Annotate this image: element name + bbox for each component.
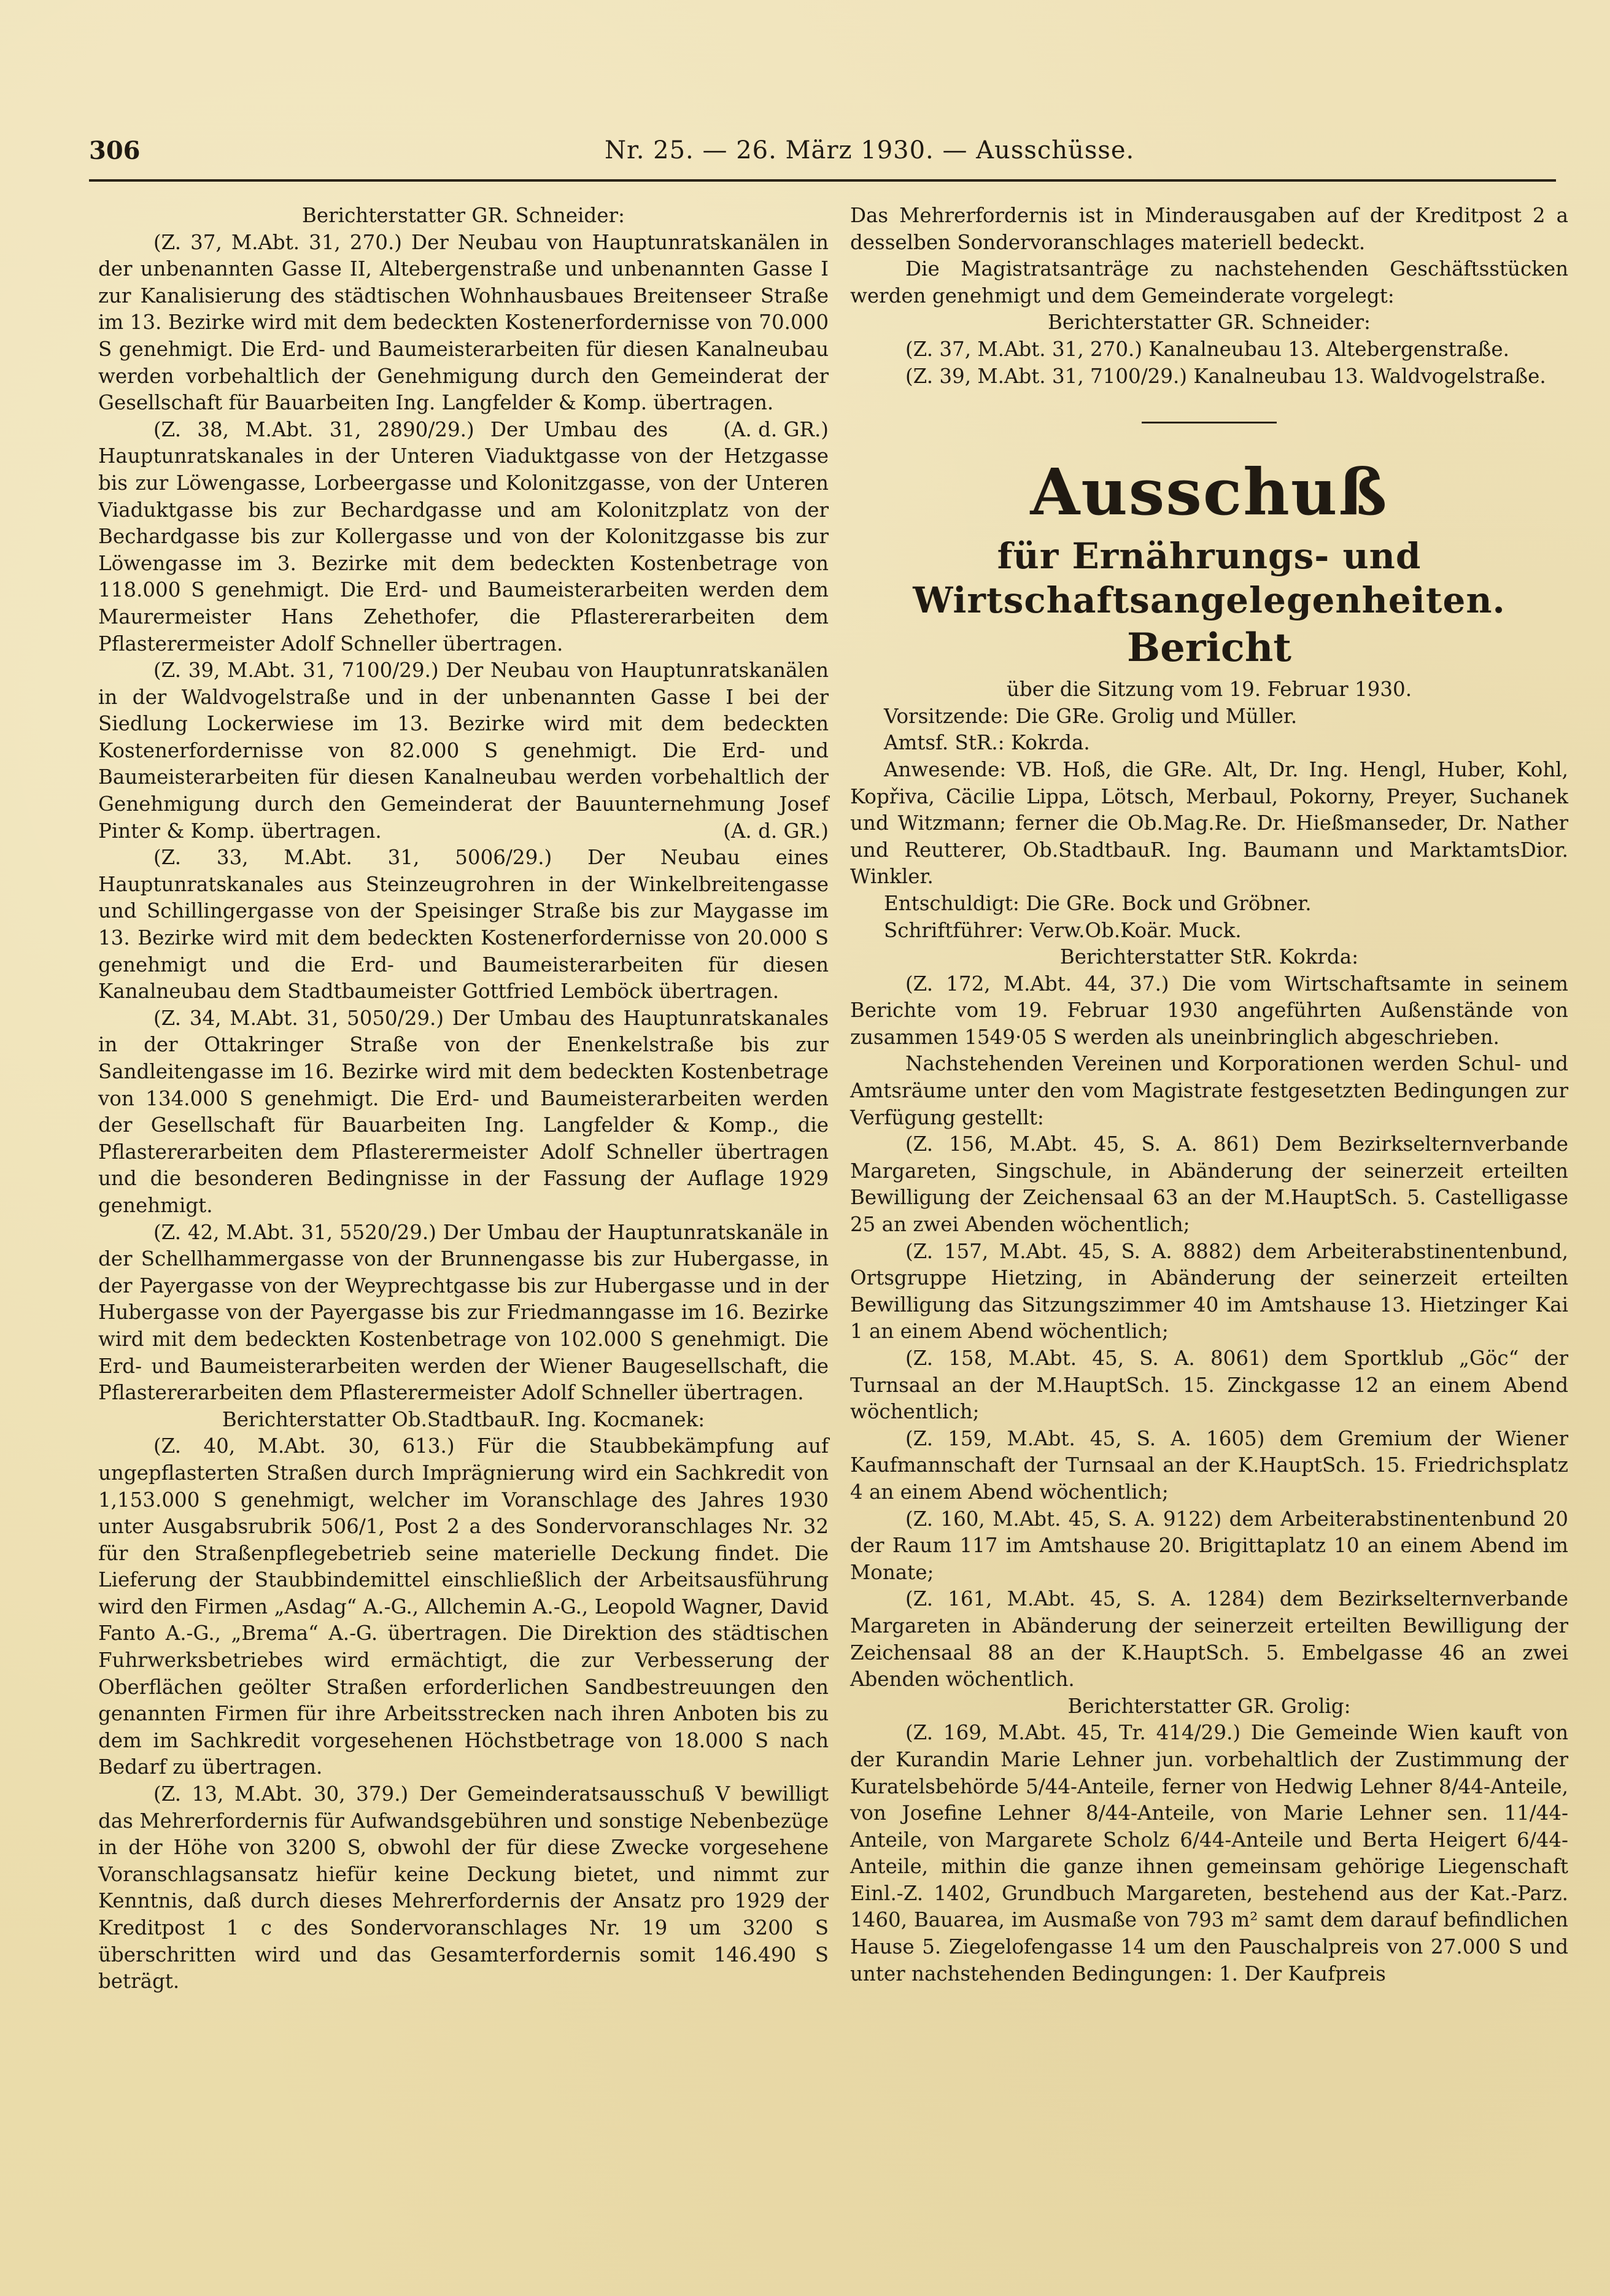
paragraph: Das Mehrerfordernis ist in Minderausgaben auf der Kreditpost 2 a desselben Sondervoranschlages materiell bedeckt. (850, 204, 1568, 254)
paragraph: (Z. 42, M.Abt. 31, 5520/29.) Der Umbau der Hauptunratskanäle in der Schellhammergasse von der Brunnengasse bis zur Hubergasse, in der Payergasse von der Weyprechtgasse bis zur Hubergasse und in der Hubergasse von der Payergasse bis zur Friedmanngasse im 16. Bezirke wird mit dem bedeckten Kostenbetrage von 102.000 S genehmigt. Die Erd- und Baumeisterarbeiten werden der Wiener Baugesellschaft, die Pflastererarbeiten dem Pflasterermeister Adolf Schneller übertragen. (98, 1220, 829, 1405)
margin-note: (A. d. GR.) (723, 417, 829, 441)
section-title: Ausschuß (1030, 454, 1388, 530)
left-column (98, 203, 829, 1995)
right-column (850, 203, 1568, 1987)
amtsf: Amtsf. StR.: Kokrda. (884, 731, 1090, 755)
paragraph: (Z. 37, M.Abt. 31, 270.) Der Neubau von Hauptunratskanälen in der unbenannten Gasse II, Altebergenstraße und unbenannten Gasse I zur Kanalisierung des städtischen Wohnhausbaues Breitenseer Straße im 13. Bezirke wird mit dem bedeckten Kostenerfordernisse von 70.000 S genehmigt. Die Erd- und Baumeisterarbeiten für diesen Kanalneubau werden vorbehaltlich der Genehmigung durch den Gemeinderat der Gesellschaft für Bauarbeiten Ing. Langfelder & Komp. übertragen. (A. d. GR.) (98, 230, 829, 417)
attendance-block (850, 703, 1568, 944)
margin-note: (A. d. GR.) (723, 819, 829, 843)
section-divider (1142, 422, 1277, 423)
page-header (89, 136, 1556, 179)
paragraph: (Z. 157, M.Abt. 45, S. A. 8882) dem Arbeiterabstinentenbund, Ortsgruppe Hietzing, in Abänderung der seinerzeit erteilten Bewilligung das Sitzungszimmer 40 im Amtshause 13. Hietzinger Kai 1 an einem Abend wöchentlich; (850, 1239, 1568, 1343)
reporter-heading: Berichterstatter Ob.StadtbauR. Ing. Kocmanek: (222, 1407, 705, 1431)
paragraph: (Z. 34, M.Abt. 31, 5050/29.) Der Umbau des Hauptunratskanales in der Ottakringer Straße von der Enenkelstraße bis zur Sandleitengasse im 16. Bezirke wird mit dem bedeckten Kostenbetrage von 134.000 S genehmigt. Die Erd- und Baumeisterarbeiten werden der Gesellschaft für Bauarbeiten Ing. Langfelder & Komp., die Pflastererarbeiten dem Pflasterermeister Adolf Schneller übertragen und die besonderen Bedingnisse in der Fassung der Auflage 1929 genehmigt. (98, 1006, 829, 1217)
paragraph: (Z. 158, M.Abt. 45, S. A. 8061) dem Sportklub „Göc“ der Turnsaal an der M.HauptSch. 15. Zinckgasse 12 an einem Abend wöchentlich; (850, 1347, 1568, 1424)
reporter-heading: Berichterstatter GR. Schneider: (1048, 311, 1371, 334)
paragraph: (Z. 33, M.Abt. 31, 5006/29.) Der Neubau eines Hauptunratskanales aus Steinzeugrohren in der Winkelbreitengasse und Schillingergasse von der Speisinger Straße bis zur Maygasse im 13. Bezirke wird mit dem bedeckten Kostenerfordernisse von 20.000 S genehmigt und die Erd- und Baumeisterarbeiten für diesen Kanalneubau dem Stadtbaumeister Gottfried Lemböck übertragen. (98, 846, 829, 1003)
paragraph: Nachstehenden Vereinen und Korporationen werden Schul- und Amtsräume unter den vom Magistrate festgesetzten Bedingungen zur Verfügung gestellt: (850, 1052, 1568, 1129)
reporter-heading: Berichterstatter StR. Kokrda: (1059, 945, 1359, 969)
reporter-heading: Berichterstatter GR. Schneider: (302, 204, 625, 227)
paragraph: (Z. 38, M.Abt. 31, 2890/29.) Der Umbau des Hauptunratskanales in der Unteren Viaduktgasse von der Hetzgasse bis zur Löwengasse, Lorbeergasse und Kolonitzgasse, von der Unteren Viaduktgasse bis zur Bechardgasse und am Kolonitzplatz von der Bechardgasse bis zur Kollergasse und von der Kolonitzgasse bis zur Löwengasse im 3. Bezirke mit dem bedeckten Kostenbetrage von 118.000 S genehmigt. Die Erd- und Baumeisterarbeiten werden dem Maurermeister Hans Zehethofer, die Pflastererarbeiten dem Pflasterermeister Adolf Schneller übertragen. (98, 417, 829, 655)
paragraph: (Z. 161, M.Abt. 45, S. A. 1284) dem Bezirkselternverbande Margareten in Abänderung der seinerzeit erteilten Bewilligung der Zeichensaal 88 an der K.HauptSch. 5. Embelgasse 46 an zwei Abenden wöchentlich. (850, 1587, 1568, 1691)
running-head: Nr. 25. — 26. März 1930. — Ausschüsse. (605, 136, 1135, 164)
list-item: (Z. 37, M.Abt. 31, 270.) Kanalneubau 13. Altebergenstraße. (905, 337, 1509, 361)
paragraph: (Z. 39, M.Abt. 31, 7100/29.) Der Neubau von Hauptunratskanälen in der Waldvogelstraße und in der unbenannten Gasse I bei der Siedlung Lockerwiese im 13. Bezirke wird mit dem bedeckten Kostenerfordernisse von 82.000 S genehmigt. Die Erd- und Baumeisterarbeiten für diesen Kanalneubau werden vorbehaltlich der Genehmigung durch den Gemeinderat der Bauunternehmung Josef Pinter & Komp. übertragen. (A. d. GR.) (98, 657, 829, 845)
paragraph: (Z. 156, M.Abt. 45, S. A. 861) Dem Bezirkselternverbande Margareten, Singschule, in Abänderung der seinerzeit erteilten Bewilligung der Zeichensaal 63 an der M.HauptSch. 5. Castelligasse 25 an zwei Abenden wöchentlich; (850, 1132, 1568, 1237)
session-date: über die Sitzung vom 19. Februar 1930. (1006, 678, 1412, 702)
report-heading: Bericht (1127, 625, 1291, 671)
paragraph: (Z. 40, M.Abt. 30, 613.) Für die Staubbekämpfung auf ungepflasterten Straßen durch Imprägnierung wird ein Sachkredit von 1,153.000 S genehmigt, welcher im Voranschlage des Jahres 1930 unter Ausgabsrubrik 506/1, Post 2 a des Sondervoranschlages Nr. 32 für den Straßenpflegebetrieb seine materielle Deckung findet. Die Lieferung der Staubbindemittel einschließlich der Arbeitsausführung wird den Firmen „Asdag“ A.-G., Allchemin A.-G., Leopold Wagner, David Fanto A.-G., „Brema“ A.-G. übertragen. Die Direktion des städtischen Fuhrwerksbetriebes wird ermächtigt, die zur Verbesserung der Oberflächen geölter Straßen erforderlichen Sandbestreuungen den genannten Firmen für ihre Arbeitsstrecken nach ihren Anboten bis zu dem im Sachkredit vorgesehenen Höchstbetrage von 18.000 S nach Bedarf zu übertragen. (98, 1434, 829, 1779)
chairs: Vorsitzende: Die GRe. Grolig und Müller. (884, 704, 1298, 728)
paragraph: (Z. 159, M.Abt. 45, S. A. 1605) dem Gremium der Wiener Kaufmannschaft der Turnsaal an der K.HauptSch. 15. Friedrichsplatz 4 an einem Abend wöchentlich; (850, 1426, 1568, 1504)
paragraph: (Z. 172, M.Abt. 44, 37.) Die vom Wirtschaftsamte in seinem Berichte vom 19. Februar 1930 angeführten Außenstände von zusammen 1549·05 S werden als uneinbringlich abgeschrieben. (850, 972, 1568, 1049)
secretary: Schriftführer: Verw.Ob.Koär. Muck. (884, 918, 1242, 942)
header-rule (89, 179, 1556, 182)
list-item: (Z. 39, M.Abt. 31, 7100/29.) Kanalneubau 13. Waldvogelstraße. (905, 364, 1546, 388)
paragraph: Die Magistratsanträge zu nachstehenden Geschäftsstücken werden genehmigt und dem Gemeinderate vorgelegt: (850, 257, 1568, 307)
paragraph: (Z. 13, M.Abt. 30, 379.) Der Gemeinderatsausschuß V bewilligt das Mehrerfordernis für Aufwandsgebühren und sonstige Nebenbezüge in der Höhe von 3200 S, obwohl der für diese Zwecke vorgesehene Voranschlagsansatz hiefür keine Deckung bietet, und nimmt zur Kenntnis, daß durch dieses Mehrerfordernis der Ansatz pro 1929 der Kreditpost 1 c des Sondervoranschlages Nr. 19 um 3200 S überschritten wird und das Gesamterfordernis somit 146.490 S beträgt. (98, 1782, 829, 1993)
page-number: 306 (89, 136, 141, 165)
excused: Entschuldigt: Die GRe. Bock und Gröbner. (884, 891, 1312, 915)
paragraph: (Z. 160, M.Abt. 45, S. A. 9122) dem Arbeiterabstinentenbund 20 der Raum 117 im Amtshause 20. Brigittaplatz 10 an einem Abend im Monate; (850, 1507, 1568, 1584)
paragraph: (Z. 169, M.Abt. 45, Tr. 414/29.) Die Gemeinde Wien kauft von der Kurandin Marie Lehner jun. vorbehaltlich der Zustimmung der Kuratelsbehörde 5/44-Anteile, ferner von Hedwig Lehner 8/44-Anteile, von Josefine Lehner 8/44-Anteile, von Marie Lehner sen. 11/44-Anteile, von Margarete Scholz 6/44-Anteile und Berta Heigert 6/44-Anteile, mithin die ganze ihnen gemeinsam gehörige Liegenschaft Einl.-Z. 1402, Grundbuch Margareten, bestehend aus der Kat.-Parz. 1460, Bauarea, im Ausmaße von 793 m² samt dem darauf befindlichen Hause 5. Ziegelofengasse 14 um den Pauschalpreis von 27.000 S und unter nachstehenden Bedingungen: 1. Der Kaufpreis (850, 1721, 1568, 1985)
present-list: Anwesende: VB. Hoß, die GRe. Alt, Dr. Ing. Hengl, Huber, Kohl, Kopřiva, Cäcilie Lippa, Lötsch, Merbaul, Pokorny, Preyer, Suchanek und Witzmann; ferner die Ob.Mag.Re. Dr. Hießmanseder, Dr. Nather und Reutterer, Ob.StadtbauR. Ing. Baumann und MarktamtsDior. Winkler. (850, 757, 1568, 889)
reporter-heading: Berichterstatter GR. Grolig: (1067, 1694, 1351, 1718)
section-subtitle: für Ernährungs- und Wirtschaftsangelegenheiten. (913, 535, 1506, 622)
